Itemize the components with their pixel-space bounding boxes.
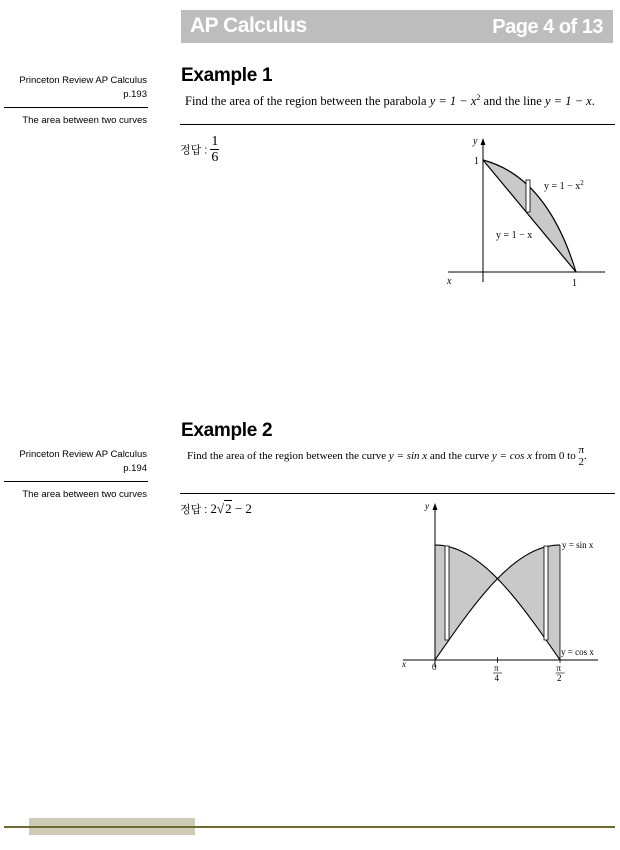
header-page-number: Page 4 of 13: [492, 16, 603, 38]
graph-1-line-label: y = 1 − x: [496, 230, 533, 241]
graph-1-x-tick: 1: [572, 278, 577, 289]
graph-2-tick-pi-2-num: π: [556, 663, 562, 673]
curve-1: y = 1 − x: [429, 94, 477, 109]
sidebar-divider-1: [4, 107, 148, 108]
graph-1-parabola-label: $y = 1 - x^2$: [544, 179, 584, 192]
graph-2-sin-label: y = sin x: [562, 540, 594, 550]
answer-fraction: $\frac{1}{6}$: [211, 134, 219, 165]
upper-limit-fraction: π 2: [578, 444, 585, 468]
graph-1-y-axis-label: y: [473, 136, 478, 147]
sidebar-source-1: [0, 74, 147, 102]
header-title: AP Calculus: [190, 14, 307, 37]
source-book: Princeton Review AP Calculus: [19, 449, 147, 460]
header-bar: [181, 10, 613, 43]
curve-2: y = 1 − x: [545, 94, 592, 109]
source-page: p.194: [123, 463, 147, 474]
graph-2-cos-label: y = cos x: [561, 647, 594, 657]
example-1-answer: [180, 134, 219, 165]
sidebar-divider-2: [4, 481, 148, 482]
footer-line: [4, 826, 615, 828]
graph-2-y-axis-label: y: [425, 501, 429, 511]
example-1-divider: [180, 124, 615, 125]
graph-2-tick-pi-2-den: 2: [557, 673, 562, 683]
example-1-graph: [440, 132, 610, 292]
source-book: Princeton Review AP Calculus: [19, 75, 147, 86]
example-2-question: Find the area of the region between the curve y = sin x and the curve y = cos x from 0 to π 2 .: [187, 444, 587, 468]
sidebar-topic-2: The area between two curves: [22, 489, 147, 500]
graph-2-tick-pi-4-den: 4: [494, 673, 499, 683]
example-1-title: Example 1: [181, 65, 273, 86]
sidebar-topic-1: The area between two curves: [22, 115, 147, 126]
example-1-question: Find the area of the region between the parabola $y = 1 - x^2$ and the line y = 1 − x.: [185, 93, 595, 109]
curve-sin: y = sin x: [388, 450, 428, 462]
answer-label: 정답 :: [180, 144, 211, 157]
example-2-graph: [398, 497, 603, 687]
graph-1-y-tick: 1: [474, 156, 479, 167]
graph-2-origin-label: 0: [432, 662, 437, 672]
graph-2-tick-pi-4-num: π: [494, 663, 499, 673]
answer-value: 2√2 − 2: [210, 501, 252, 516]
graph-2-x-axis-label: x: [402, 659, 406, 669]
graph-1-x-axis-label: x: [447, 276, 452, 287]
example-2-divider: [180, 493, 615, 494]
curve-cos: y = cos x: [491, 450, 533, 462]
source-page: p.193: [123, 89, 147, 100]
example-2-answer: [180, 501, 252, 517]
example-2-title: Example 2: [181, 420, 273, 441]
answer-label: 정답 :: [180, 504, 211, 516]
sidebar-source-2: [0, 448, 147, 476]
